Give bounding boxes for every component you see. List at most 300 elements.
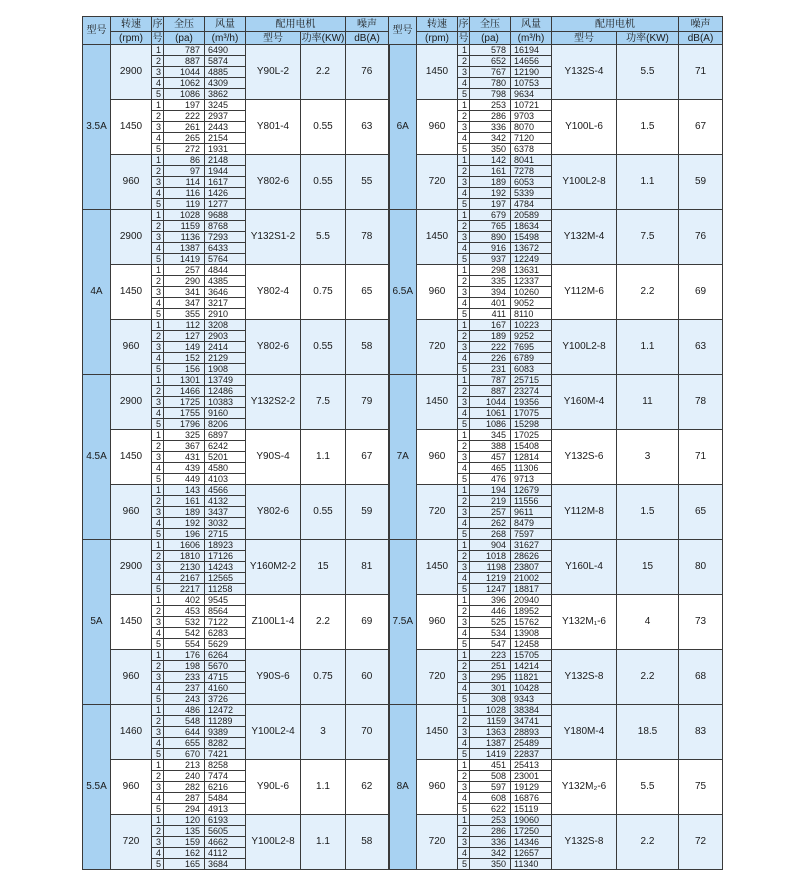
pressure-cell: 162	[164, 848, 205, 859]
pressure-cell: 1018	[470, 551, 511, 562]
seq-cell: 2	[458, 221, 470, 232]
seq-cell: 4	[152, 298, 164, 309]
airflow-cell: 7122	[205, 617, 246, 628]
noise-cell: 70	[346, 705, 389, 760]
pressure-cell: 765	[470, 221, 511, 232]
seq-cell: 5	[458, 254, 470, 265]
seq-cell: 3	[458, 507, 470, 518]
pressure-cell: 578	[470, 45, 511, 56]
seq-cell: 5	[152, 749, 164, 760]
pressure-cell: 532	[164, 617, 205, 628]
pressure-cell: 622	[470, 804, 511, 815]
pressure-cell: 904	[470, 540, 511, 551]
seq-cell: 3	[458, 562, 470, 573]
noise-cell: 59	[346, 485, 389, 540]
pressure-cell: 453	[164, 606, 205, 617]
motor-type-cell: Y90L-6	[246, 760, 301, 815]
pressure-cell: 342	[470, 848, 511, 859]
pressure-cell: 1387	[470, 738, 511, 749]
airflow-cell: 2715	[205, 529, 246, 540]
seq-cell: 4	[458, 188, 470, 199]
speed-cell: 960	[111, 650, 152, 705]
seq-cell: 4	[458, 463, 470, 474]
noise-cell: 71	[679, 45, 723, 100]
pressure-cell: 1301	[164, 375, 205, 386]
seq-cell: 5	[458, 474, 470, 485]
motor-type-cell: Y132M₁-6	[552, 595, 617, 650]
pressure-cell: 197	[470, 199, 511, 210]
model-cell: 8A	[389, 705, 417, 870]
seq-cell: 2	[152, 56, 164, 67]
pressure-cell: 262	[470, 518, 511, 529]
noise-cell: 67	[346, 430, 389, 485]
motor-power-cell: 2.2	[301, 45, 346, 100]
airflow-cell: 4103	[205, 474, 246, 485]
seq-cell: 2	[152, 111, 164, 122]
motor-type-cell: Y90L-2	[246, 45, 301, 100]
seq-cell: 2	[152, 386, 164, 397]
pressure-cell: 525	[470, 617, 511, 628]
pressure-cell: 449	[164, 474, 205, 485]
pressure-cell: 446	[470, 606, 511, 617]
table-row	[83, 375, 723, 386]
airflow-cell: 9713	[511, 474, 552, 485]
pressure-cell: 120	[164, 815, 205, 826]
pressure-cell: 149	[164, 342, 205, 353]
performance-table-wrapper	[82, 16, 723, 870]
seq-cell: 3	[458, 342, 470, 353]
airflow-cell: 11556	[511, 496, 552, 507]
airflow-cell: 1931	[205, 144, 246, 155]
airflow-cell: 6242	[205, 441, 246, 452]
airflow-cell: 9545	[205, 595, 246, 606]
airflow-cell: 3032	[205, 518, 246, 529]
speed-cell: 720	[417, 155, 458, 210]
motor-power-cell: 1.1	[301, 760, 346, 815]
motor-power-cell: 1.5	[617, 485, 679, 540]
pressure-cell: 1086	[470, 419, 511, 430]
airflow-cell: 2148	[205, 155, 246, 166]
airflow-cell: 38384	[511, 705, 552, 716]
airflow-cell: 6378	[511, 144, 552, 155]
seq-cell: 2	[152, 331, 164, 342]
pressure-cell: 86	[164, 155, 205, 166]
pressure-cell: 1606	[164, 540, 205, 551]
seq-cell: 5	[458, 144, 470, 155]
pressure-cell: 534	[470, 628, 511, 639]
pressure-cell: 114	[164, 177, 205, 188]
airflow-cell: 19129	[511, 782, 552, 793]
seq-cell: 2	[152, 441, 164, 452]
motor-power-cell: 5.5	[301, 210, 346, 265]
pressure-cell: 325	[164, 430, 205, 441]
motor-type-cell: Y100L2-4	[246, 705, 301, 760]
seq-cell: 5	[152, 364, 164, 375]
pressure-cell: 887	[470, 386, 511, 397]
pressure-cell: 298	[470, 265, 511, 276]
pressure-cell: 597	[470, 782, 511, 793]
seq-cell: 2	[152, 221, 164, 232]
airflow-cell: 4844	[205, 265, 246, 276]
pressure-cell: 336	[470, 122, 511, 133]
seq-cell: 2	[458, 386, 470, 397]
pressure-cell: 233	[164, 672, 205, 683]
seq-cell: 5	[152, 639, 164, 650]
noise-cell: 63	[679, 320, 723, 375]
airflow-cell: 25715	[511, 375, 552, 386]
seq-cell: 1	[458, 375, 470, 386]
seq-cell: 3	[458, 122, 470, 133]
seq-cell: 3	[152, 397, 164, 408]
airflow-cell: 6283	[205, 628, 246, 639]
seq-cell: 3	[152, 452, 164, 463]
seq-cell: 2	[458, 496, 470, 507]
pressure-cell: 194	[470, 485, 511, 496]
airflow-cell: 12249	[511, 254, 552, 265]
airflow-cell: 15408	[511, 441, 552, 452]
speed-cell: 720	[417, 320, 458, 375]
seq-cell: 4	[152, 793, 164, 804]
seq-cell: 3	[152, 122, 164, 133]
pressure-cell: 197	[164, 100, 205, 111]
speed-cell: 960	[417, 760, 458, 815]
pressure-cell: 192	[164, 518, 205, 529]
seq-cell: 5	[152, 199, 164, 210]
pressure-cell: 787	[164, 45, 205, 56]
pressure-cell: 394	[470, 287, 511, 298]
noise-cell: 73	[679, 595, 723, 650]
seq-cell: 1	[458, 650, 470, 661]
seq-cell: 2	[458, 56, 470, 67]
pressure-cell: 547	[470, 639, 511, 650]
airflow-cell: 25489	[511, 738, 552, 749]
airflow-cell: 18634	[511, 221, 552, 232]
motor-power-cell: 1.5	[617, 100, 679, 155]
pressure-cell: 1044	[164, 67, 205, 78]
pressure-cell: 189	[470, 331, 511, 342]
motor-power-cell: 4	[617, 595, 679, 650]
airflow-cell: 31627	[511, 540, 552, 551]
pressure-cell: 265	[164, 133, 205, 144]
airflow-cell: 18952	[511, 606, 552, 617]
airflow-cell: 10260	[511, 287, 552, 298]
pressure-cell: 135	[164, 826, 205, 837]
seq-cell: 1	[458, 705, 470, 716]
airflow-cell: 15298	[511, 419, 552, 430]
pressure-cell: 345	[470, 430, 511, 441]
pressure-cell: 189	[470, 177, 511, 188]
speed-cell: 1450	[417, 705, 458, 760]
motor-type-cell: Y132M₂-6	[552, 760, 617, 815]
airflow-cell: 10428	[511, 683, 552, 694]
pressure-cell: 465	[470, 463, 511, 474]
motor-type-cell: Y160M-4	[552, 375, 617, 430]
seq-cell: 2	[458, 826, 470, 837]
airflow-cell: 4784	[511, 199, 552, 210]
model-cell: 6.5A	[389, 210, 417, 375]
airflow-cell: 2414	[205, 342, 246, 353]
seq-cell: 2	[458, 716, 470, 727]
seq-cell: 5	[458, 804, 470, 815]
seq-cell: 5	[152, 694, 164, 705]
motor-type-cell: Y801-4	[246, 100, 301, 155]
airflow-cell: 4715	[205, 672, 246, 683]
motor-type-cell: Y90S-6	[246, 650, 301, 705]
col-speed-unit: (rpm)	[111, 32, 152, 45]
motor-power-cell: 5.5	[617, 760, 679, 815]
pressure-cell: 937	[470, 254, 511, 265]
seq-cell: 2	[152, 166, 164, 177]
pressure-cell: 431	[164, 452, 205, 463]
airflow-cell: 5874	[205, 56, 246, 67]
pressure-cell: 1725	[164, 397, 205, 408]
speed-cell: 720	[417, 485, 458, 540]
airflow-cell: 5605	[205, 826, 246, 837]
pressure-cell: 226	[470, 353, 511, 364]
airflow-cell: 9160	[205, 408, 246, 419]
airflow-cell: 2937	[205, 111, 246, 122]
airflow-cell: 11821	[511, 672, 552, 683]
seq-cell: 2	[458, 276, 470, 287]
pressure-cell: 652	[470, 56, 511, 67]
model-cell: 5A	[83, 540, 111, 705]
airflow-cell: 17025	[511, 430, 552, 441]
pressure-cell: 308	[470, 694, 511, 705]
fan-performance-table	[82, 16, 723, 870]
model-cell: 4A	[83, 210, 111, 375]
seq-cell: 4	[152, 848, 164, 859]
seq-cell: 5	[458, 859, 470, 870]
motor-type-cell: Y180M-4	[552, 705, 617, 760]
seq-cell: 2	[152, 551, 164, 562]
airflow-cell: 1617	[205, 177, 246, 188]
seq-cell: 4	[458, 78, 470, 89]
airflow-cell: 8110	[511, 309, 552, 320]
airflow-cell: 12657	[511, 848, 552, 859]
pressure-cell: 655	[164, 738, 205, 749]
airflow-cell: 11306	[511, 463, 552, 474]
seq-cell: 5	[458, 639, 470, 650]
airflow-cell: 3217	[205, 298, 246, 309]
model-cell: 5.5A	[83, 705, 111, 870]
airflow-cell: 4913	[205, 804, 246, 815]
motor-power-cell: 0.75	[301, 265, 346, 320]
seq-cell: 3	[458, 287, 470, 298]
airflow-cell: 4580	[205, 463, 246, 474]
noise-cell: 72	[679, 815, 723, 870]
pressure-cell: 196	[164, 529, 205, 540]
pressure-cell: 268	[470, 529, 511, 540]
pressure-cell: 787	[470, 375, 511, 386]
motor-type-cell: Y802-6	[246, 485, 301, 540]
airflow-cell: 3646	[205, 287, 246, 298]
airflow-cell: 11340	[511, 859, 552, 870]
seq-cell: 1	[152, 815, 164, 826]
airflow-cell: 12565	[205, 573, 246, 584]
airflow-cell: 6083	[511, 364, 552, 375]
seq-cell: 4	[152, 463, 164, 474]
col-pressure-right: 全压	[470, 17, 511, 32]
seq-cell: 2	[152, 771, 164, 782]
airflow-cell: 16876	[511, 793, 552, 804]
seq-cell: 4	[458, 518, 470, 529]
pressure-cell: 261	[164, 122, 205, 133]
airflow-cell: 3437	[205, 507, 246, 518]
seq-cell: 1	[152, 375, 164, 386]
airflow-cell: 2903	[205, 331, 246, 342]
seq-cell: 3	[458, 617, 470, 628]
speed-cell: 1450	[111, 100, 152, 155]
seq-cell: 4	[458, 628, 470, 639]
table-row	[83, 210, 723, 221]
seq-cell: 3	[152, 67, 164, 78]
model-cell: 3.5A	[83, 45, 111, 210]
motor-type-cell: Y90S-4	[246, 430, 301, 485]
seq-cell: 4	[458, 298, 470, 309]
pressure-cell: 165	[164, 859, 205, 870]
seq-cell: 1	[458, 265, 470, 276]
pressure-cell: 161	[470, 166, 511, 177]
noise-cell: 67	[679, 100, 723, 155]
airflow-cell: 6264	[205, 650, 246, 661]
pressure-cell: 222	[164, 111, 205, 122]
pressure-cell: 411	[470, 309, 511, 320]
seq-cell: 4	[458, 133, 470, 144]
motor-power-cell: 0.75	[301, 650, 346, 705]
noise-cell: 69	[679, 265, 723, 320]
col-motor-type: 型号	[246, 32, 301, 45]
pressure-cell: 97	[164, 166, 205, 177]
model-cell: 7.5A	[389, 540, 417, 705]
noise-cell: 68	[679, 650, 723, 705]
speed-cell: 1460	[111, 705, 152, 760]
airflow-cell: 8282	[205, 738, 246, 749]
seq-cell: 5	[152, 804, 164, 815]
motor-type-cell: Y100L2-8	[552, 320, 617, 375]
pressure-cell: 253	[470, 815, 511, 826]
pressure-cell: 341	[164, 287, 205, 298]
col-noise-unit: dB(A)	[346, 32, 389, 45]
motor-power-cell: 15	[301, 540, 346, 595]
pressure-cell: 542	[164, 628, 205, 639]
pressure-cell: 2217	[164, 584, 205, 595]
airflow-cell: 2443	[205, 122, 246, 133]
airflow-cell: 4160	[205, 683, 246, 694]
airflow-cell: 4885	[205, 67, 246, 78]
col-motor: 配用电机	[246, 17, 346, 32]
motor-power-cell: 11	[617, 375, 679, 430]
table-row	[83, 540, 723, 551]
airflow-cell: 9703	[511, 111, 552, 122]
pressure-cell: 295	[470, 672, 511, 683]
seq-cell: 2	[458, 166, 470, 177]
seq-cell: 1	[458, 540, 470, 551]
seq-cell: 4	[152, 518, 164, 529]
noise-cell: 78	[679, 375, 723, 430]
airflow-cell: 6193	[205, 815, 246, 826]
airflow-cell: 15119	[511, 804, 552, 815]
motor-power-cell: 2.2	[617, 815, 679, 870]
pressure-cell: 780	[470, 78, 511, 89]
pressure-cell: 1159	[470, 716, 511, 727]
airflow-cell: 4662	[205, 837, 246, 848]
pressure-cell: 767	[470, 67, 511, 78]
seq-cell: 1	[458, 45, 470, 56]
seq-cell: 3	[152, 672, 164, 683]
noise-cell: 83	[679, 705, 723, 760]
pressure-cell: 367	[164, 441, 205, 452]
pressure-cell: 342	[470, 133, 511, 144]
motor-type-cell: Y112M-6	[552, 265, 617, 320]
pressure-cell: 240	[164, 771, 205, 782]
seq-cell: 3	[152, 287, 164, 298]
seq-cell: 3	[458, 177, 470, 188]
pressure-cell: 119	[164, 199, 205, 210]
airflow-cell: 14656	[511, 56, 552, 67]
airflow-cell: 9634	[511, 89, 552, 100]
airflow-cell: 8564	[205, 606, 246, 617]
seq-cell: 5	[458, 364, 470, 375]
speed-cell: 2900	[111, 540, 152, 595]
seq-cell: 3	[152, 782, 164, 793]
seq-cell: 4	[458, 683, 470, 694]
col-speed: 转速	[111, 17, 152, 32]
airflow-cell: 23274	[511, 386, 552, 397]
seq-cell: 4	[458, 738, 470, 749]
pressure-cell: 127	[164, 331, 205, 342]
noise-cell: 55	[346, 155, 389, 210]
seq-cell: 1	[152, 45, 164, 56]
pressure-cell: 508	[470, 771, 511, 782]
pressure-cell: 1466	[164, 386, 205, 397]
seq-cell: 3	[152, 727, 164, 738]
pressure-cell: 388	[470, 441, 511, 452]
seq-cell: 3	[458, 452, 470, 463]
pressure-cell: 272	[164, 144, 205, 155]
airflow-cell: 14346	[511, 837, 552, 848]
motor-type-cell: Y802-4	[246, 265, 301, 320]
col-speed-unit-right: (rpm)	[417, 32, 458, 45]
seq-cell: 3	[458, 232, 470, 243]
seq-cell: 1	[152, 265, 164, 276]
airflow-cell: 4385	[205, 276, 246, 287]
col-seq-2: 号	[152, 32, 163, 44]
seq-cell: 3	[458, 727, 470, 738]
airflow-cell: 4132	[205, 496, 246, 507]
airflow-cell: 3245	[205, 100, 246, 111]
pressure-cell: 198	[164, 661, 205, 672]
seq-cell: 2	[152, 826, 164, 837]
pressure-cell: 223	[470, 650, 511, 661]
airflow-cell: 15498	[511, 232, 552, 243]
speed-cell: 720	[417, 650, 458, 705]
pressure-cell: 355	[164, 309, 205, 320]
speed-cell: 1450	[111, 265, 152, 320]
model-cell: 4.5A	[83, 375, 111, 540]
motor-power-cell: 1.1	[617, 155, 679, 210]
seq-cell: 4	[152, 133, 164, 144]
airflow-cell: 12679	[511, 485, 552, 496]
seq-cell: 4	[152, 573, 164, 584]
motor-power-cell: 7.5	[617, 210, 679, 265]
airflow-cell: 17075	[511, 408, 552, 419]
pressure-cell: 1028	[470, 705, 511, 716]
seq-cell: 1	[152, 100, 164, 111]
pressure-cell: 1387	[164, 243, 205, 254]
pressure-cell: 176	[164, 650, 205, 661]
col-noise-right: 噪声	[679, 17, 723, 32]
motor-type-cell: Y132S2-2	[246, 375, 301, 430]
